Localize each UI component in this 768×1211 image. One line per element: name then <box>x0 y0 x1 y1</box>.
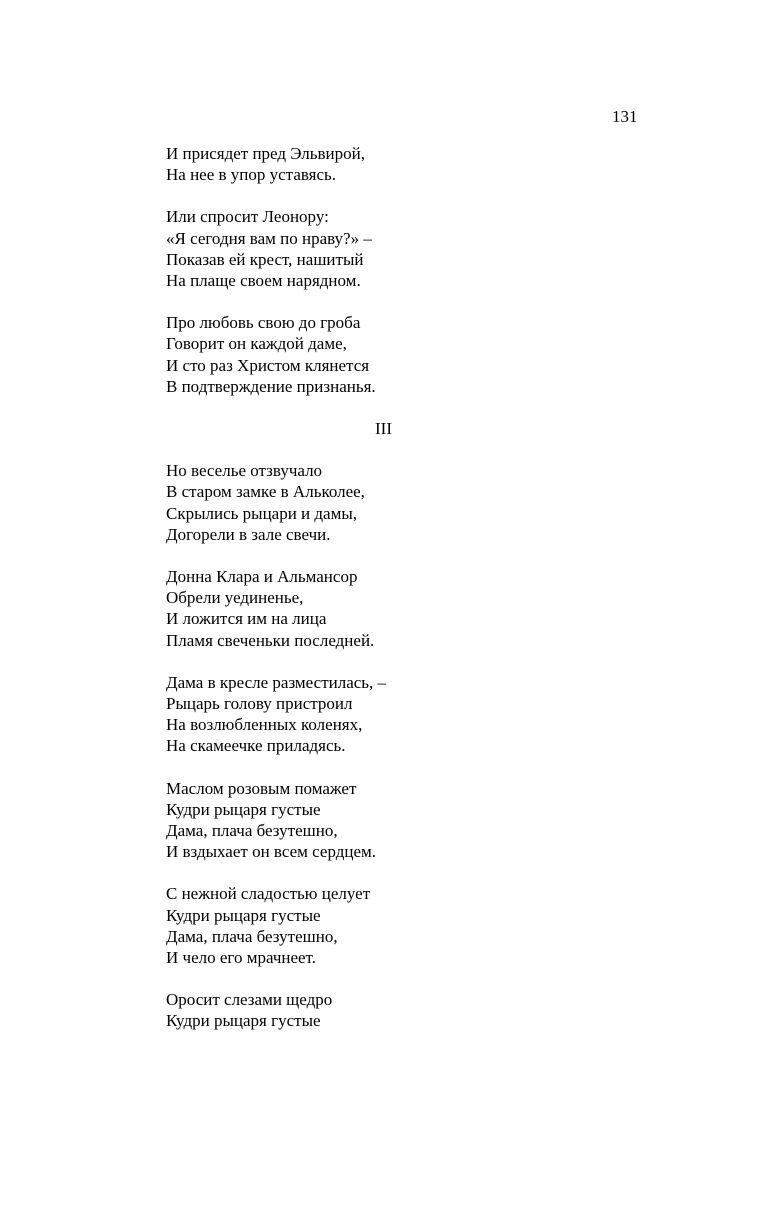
verse-line: Скрылись рыцари и дамы, <box>166 503 358 523</box>
verse-line: Догорели в зале свечи. <box>166 524 331 544</box>
verse-line: В подтверждение признанья. <box>166 376 376 396</box>
verse-line: На плаще своем нарядном. <box>166 270 361 290</box>
verse-line: Кудри рыцаря густые <box>166 905 321 925</box>
verse-line: Но веселье отзвучало <box>166 461 323 481</box>
verse-line: В старом замке в Альколее, <box>166 482 365 502</box>
verse-line: Показав ей крест, нашитый <box>166 249 364 269</box>
verse-line: Дама, плача безутешно, <box>166 820 338 840</box>
verse-line: Про любовь свою до гроба <box>166 313 361 333</box>
verse-line: И присядет пред Эльвирой, <box>166 144 365 163</box>
verse-line: И чело его мрачнеет. <box>166 947 316 967</box>
stanza <box>166 566 646 651</box>
stanza <box>166 312 646 397</box>
verse-line: И ложится им на лица <box>166 609 327 629</box>
stanza <box>166 460 646 545</box>
stanza <box>166 672 646 757</box>
stanza <box>166 989 646 1031</box>
verse-line: И вздыхает он всем сердцем. <box>166 842 377 862</box>
verse-line: На возлюбленных коленях, <box>166 715 363 735</box>
verse-line: Обрели уединенье, <box>166 588 304 608</box>
verse-line: Дама в кресле разместилась, – <box>166 672 387 692</box>
verse-line: На скамеечке приладясь. <box>166 736 346 756</box>
verse-line: Оросит слезами щедро <box>166 990 333 1010</box>
verse-line: Дама, плача безутешно, <box>166 926 338 946</box>
stanza <box>166 206 646 291</box>
page-number: 131 <box>612 107 638 126</box>
verse-line: Кудри рыцаря густые <box>166 799 321 819</box>
poem-block-after-heading <box>166 460 646 1031</box>
verse-line: И сто раз Христом клянется <box>166 355 370 375</box>
verse-line: Рыцарь голову пристроил <box>166 693 353 713</box>
verse-line: Кудри рыцаря густые <box>166 1011 321 1031</box>
verse-line: «Я сегодня вам по нраву?» – <box>166 228 372 248</box>
verse-line: Пламя свеченьки последней. <box>166 630 375 650</box>
stanza <box>166 143 646 185</box>
stanza <box>166 778 646 863</box>
verse-line: Или спросит Леонору: <box>166 207 329 227</box>
verse-line: Донна Клара и Альмансор <box>166 567 358 587</box>
verse-line: С нежной сладостью целует <box>166 884 371 904</box>
poem-text <box>166 143 646 1053</box>
poem-block-before-heading <box>166 143 646 397</box>
verse-line: На нее в упор уставясь. <box>166 165 337 185</box>
verse-line: Маслом розовым помажет <box>166 778 357 798</box>
section-heading: III <box>375 418 392 438</box>
verse-line: Говорит он каждой даме, <box>166 334 347 354</box>
stanza <box>166 883 646 968</box>
